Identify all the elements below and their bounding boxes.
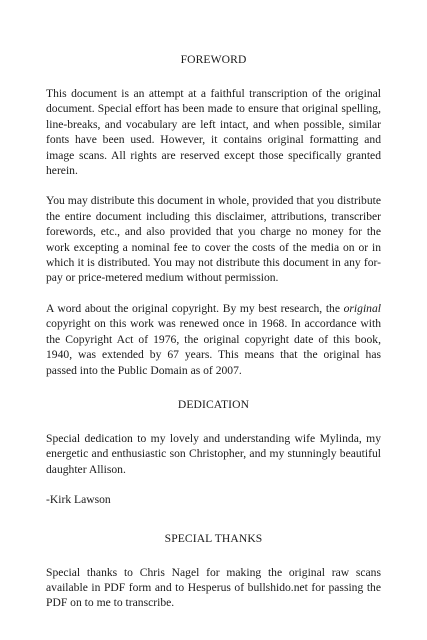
dedication-signature: -Kirk Lawson <box>46 493 111 507</box>
foreword-paragraph-3-start: A word about the original copyright. By my best research, the <box>46 301 344 315</box>
foreword-heading: FOREWORD <box>180 53 247 66</box>
dedication-heading: DEDICATION <box>177 397 250 411</box>
special-thanks-section <box>46 531 381 611</box>
special-thanks-paragraph: Special thanks to Chris Nagel for making the original raw scans available in PDF form and to Hesperus of bullshido.net for passing the PDF on to me to transcribe. <box>46 565 381 610</box>
foreword-paragraph-1: This document is an attempt at a faithful transcription of the original document. Special effort has been made to ensure that original spelling, line-breaks, and vocabulary are left intact, and when possible, similar fonts have been used. However, it contains original formatting and image scans. All rights are reserved except those specifically granted herein. <box>46 87 381 178</box>
foreword-paragraph-3-end: copyright on this work was renewed once in 1968. In accordance with the Copyright Act of 1976, the original copyright date of this book, 1940, was extended by 67 years. This means that the original has passed into the Public Domain as of 2007. <box>46 317 381 377</box>
dedication-section <box>46 397 381 508</box>
foreword-paragraph-2: You may distribute this document in whole, provided that you distribute the entire document including this disclaimer, attributions, transcriber forewords, etc., and also provided that you charge no money for the work excepting a nominal fee to cover the costs of the media on or in which it is distributed. You may not distribute this document in any for-pay or price-metered medium without permission. <box>46 194 381 285</box>
document-page <box>46 52 381 611</box>
foreword-paragraph-3-emphasis: original <box>343 301 381 315</box>
foreword-paragraph-3 <box>46 301 381 378</box>
dedication-paragraph: Special dedication to my lovely and understanding wife Mylinda, my energetic and enthusiastic son Christopher, and my stunningly beautiful daughter Allison. <box>46 431 381 476</box>
special-thanks-heading: SPECIAL THANKS <box>164 531 263 545</box>
foreword-section <box>46 52 381 378</box>
